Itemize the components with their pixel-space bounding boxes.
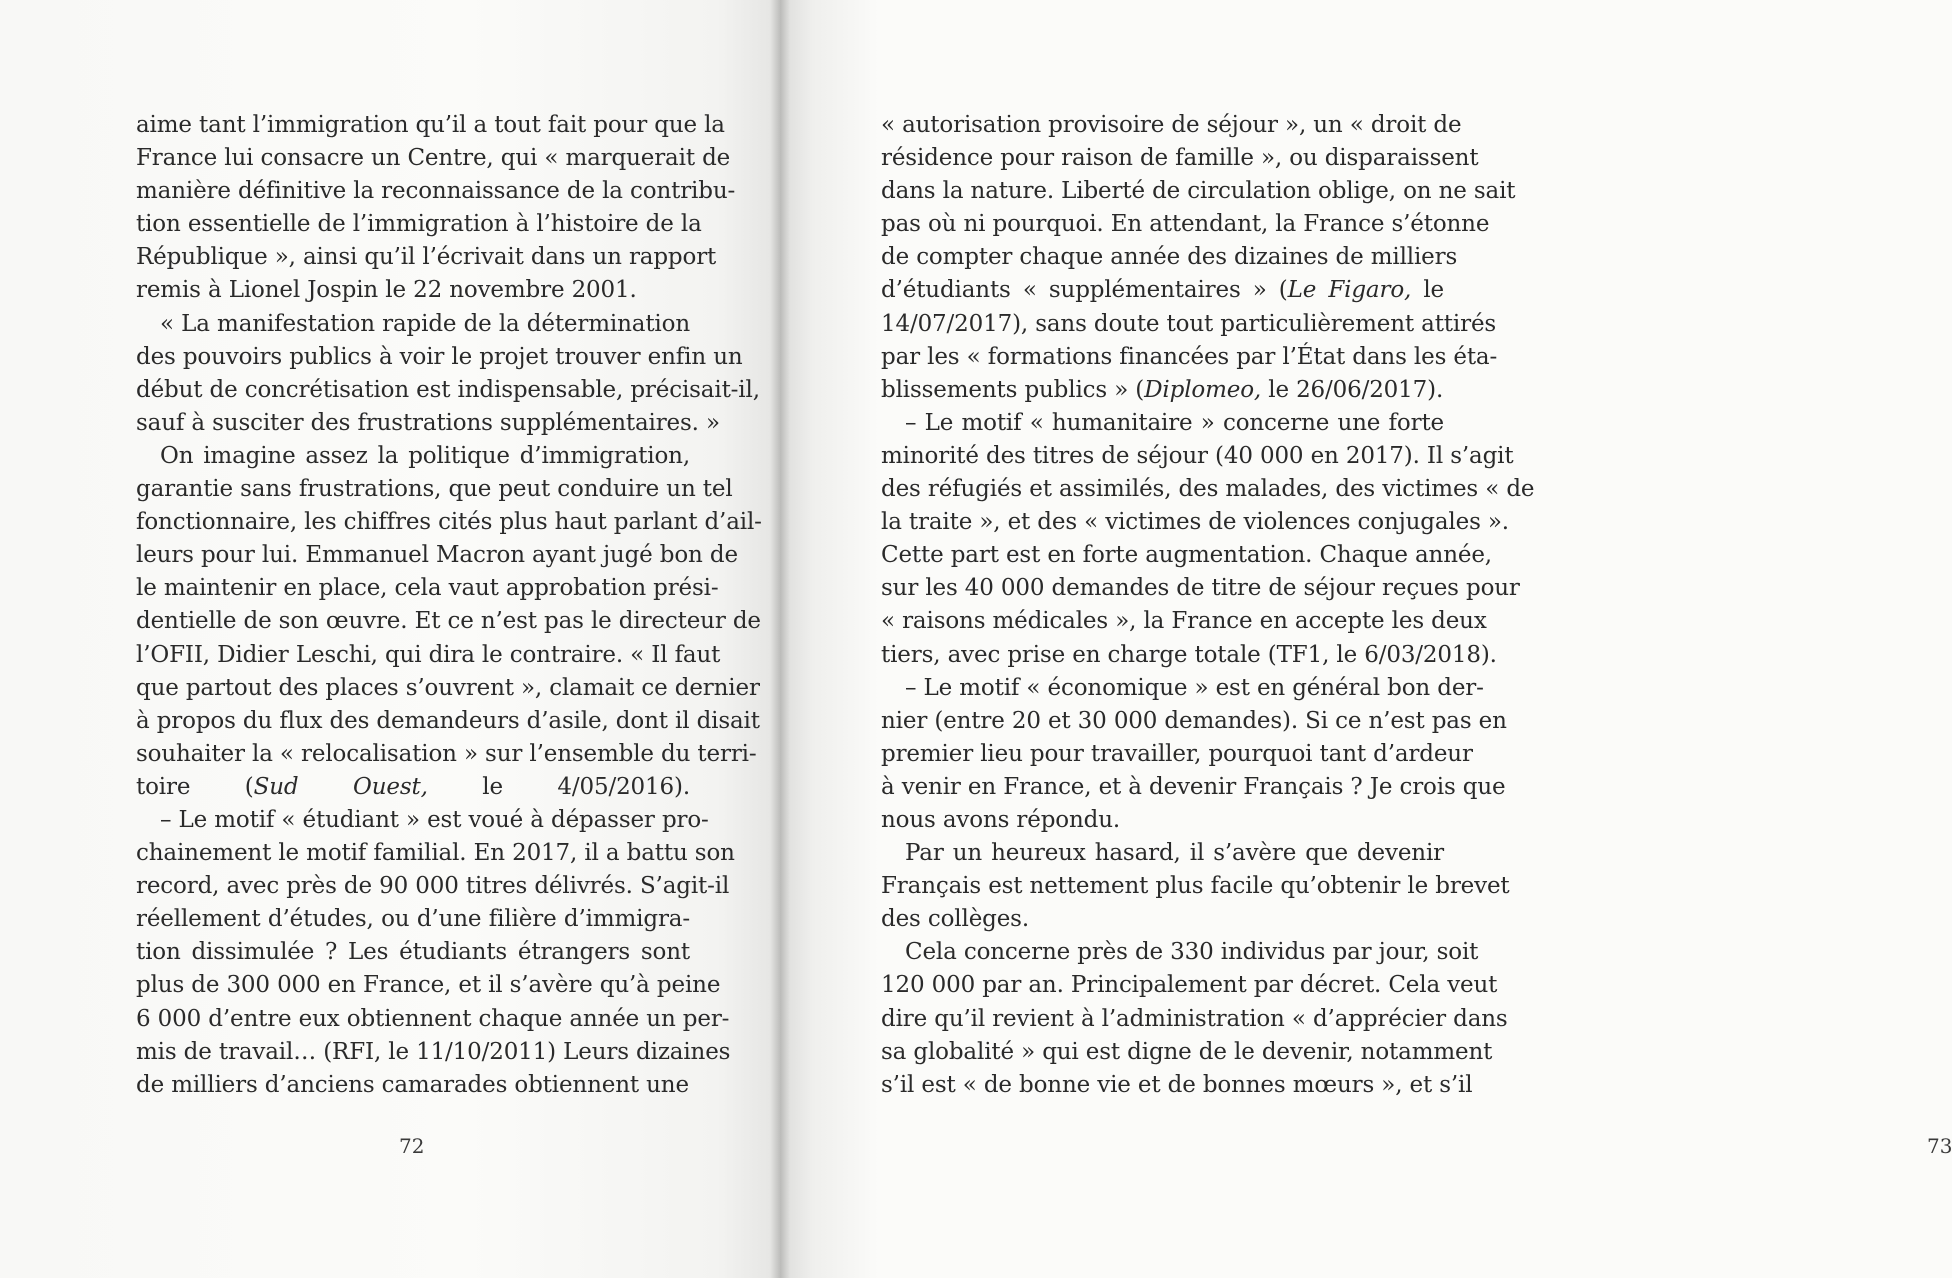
text-segment: nier (entre 20 et 30 000 demandes). Si ce n’est pas en	[881, 707, 1507, 734]
text-line	[881, 639, 1497, 672]
text-segment: début de concrétisation est indispensable, précisait-il,	[136, 376, 760, 403]
text-line	[881, 1003, 1508, 1036]
text-segment: souhaiter la « relocalisation » sur l’ensemble du terri-	[136, 740, 757, 767]
text-line	[881, 969, 1498, 1002]
text-line	[881, 936, 1479, 969]
text-line	[136, 539, 738, 572]
text-segment: leurs pour lui. Emmanuel Macron ayant jugé bon de	[136, 542, 738, 569]
text-segment: tiers, avec prise en charge totale (TF1, le 6/03/2018).	[881, 641, 1497, 668]
text-segment: dentielle de son œuvre. Et ce n’est pas le directeur de	[136, 608, 761, 635]
left-page	[0, 0, 780, 1278]
text-line	[136, 672, 760, 705]
text-line	[136, 473, 733, 506]
text-line	[881, 705, 1507, 738]
text-line	[136, 440, 690, 473]
text-segment: 120 000 par an. Principalement par décret. Cela veut	[881, 972, 1498, 999]
text-line	[136, 274, 690, 307]
text-segment: Cela concerne près de 330 individus par jour, soit	[905, 939, 1479, 966]
text-line	[881, 241, 1458, 274]
text-line	[136, 374, 760, 407]
text-segment: sa globalité » qui est digne de le devenir, notamment	[881, 1038, 1493, 1065]
text-line	[881, 903, 1444, 936]
right-page-text	[881, 109, 1535, 1102]
text-line	[881, 274, 1444, 307]
text-segment: Le Figaro,	[1287, 277, 1412, 304]
text-line	[136, 341, 743, 374]
text-line	[136, 771, 690, 804]
text-segment: 14/07/2017), sans doute tout particulièrement attirés	[881, 310, 1497, 337]
text-segment: mis de travail… (RFI, le 11/10/2011) Leurs dizaines	[136, 1038, 731, 1065]
text-line	[136, 241, 717, 274]
text-line	[881, 473, 1535, 506]
text-line	[136, 936, 690, 969]
text-line	[881, 572, 1520, 605]
text-segment: remis à Lionel Jospin le 22 novembre 2001.	[136, 277, 637, 304]
text-segment: dire qu’il revient à l’administration « d’apprécier dans	[881, 1005, 1508, 1032]
text-line	[881, 1036, 1493, 1069]
text-segment: que partout des places s’ouvrent », clamait ce dernier	[136, 674, 760, 701]
text-segment: Sud Ouest,	[253, 773, 428, 800]
text-segment: sur les 40 000 demandes de titre de séjour reçues pour	[881, 575, 1520, 602]
text-line	[881, 539, 1492, 572]
text-segment: la traite », et des « victimes de violences conjugales ».	[881, 509, 1509, 536]
text-line	[881, 804, 1444, 837]
text-line	[136, 175, 736, 208]
text-line	[136, 639, 721, 672]
text-line	[881, 341, 1498, 374]
text-segment: premier lieu pour travailler, pourquoi tant d’ardeur	[881, 740, 1473, 767]
book-gutter	[770, 0, 790, 1278]
text-segment: toire (	[136, 773, 254, 800]
text-line	[136, 1003, 730, 1036]
text-line	[881, 837, 1444, 870]
text-segment: – Le motif « étudiant » est voué à dépasser pro-	[160, 806, 709, 833]
text-line	[881, 672, 1484, 705]
text-segment: Cette part est en forte augmentation. Chaque année,	[881, 542, 1492, 569]
text-line	[881, 308, 1497, 341]
text-line	[136, 870, 730, 903]
text-line	[136, 969, 721, 1002]
text-line	[136, 208, 702, 241]
text-segment: le 4/05/2016).	[427, 773, 690, 800]
text-line	[136, 903, 690, 936]
text-segment: 6 000 d’entre eux obtiennent chaque année un per-	[136, 1005, 730, 1032]
text-line	[881, 605, 1487, 638]
text-segment: – Le motif « humanitaire » concerne une forte	[905, 409, 1444, 436]
text-segment: République », ainsi qu’il l’écrivait dans un rapport	[136, 244, 717, 271]
text-line	[136, 1069, 690, 1102]
text-line	[881, 1069, 1473, 1102]
text-line	[881, 142, 1479, 175]
text-segment: « autorisation provisoire de séjour », un « droit de	[881, 112, 1462, 138]
left-page-number: 72	[399, 1134, 425, 1158]
text-segment: chainement le motif familial. En 2017, il a battu son	[136, 840, 735, 867]
text-segment: de compter chaque année des dizaines de milliers	[881, 244, 1458, 271]
text-line	[136, 572, 719, 605]
text-line	[881, 771, 1506, 804]
text-segment: Français est nettement plus facile qu’obtenir le brevet	[881, 873, 1510, 900]
text-line	[881, 506, 1509, 539]
text-segment: le	[1411, 277, 1444, 304]
text-segment: garantie sans frustrations, que peut conduire un tel	[136, 476, 733, 503]
text-segment: dans la nature. Liberté de circulation oblige, on ne sait	[881, 178, 1516, 205]
text-line	[136, 506, 762, 539]
text-segment: minorité des titres de séjour (40 000 en 2017). Il s’agit	[881, 442, 1514, 469]
text-line	[881, 440, 1514, 473]
text-segment: par les « formations financées par l’État dans les éta-	[881, 343, 1498, 370]
text-line	[136, 407, 720, 440]
text-line	[881, 374, 1444, 407]
text-segment: s’il est « de bonne vie et de bonnes mœurs », et s’il	[881, 1071, 1473, 1098]
text-segment: des réfugiés et assimilés, des malades, des victimes « de	[881, 476, 1535, 503]
text-line	[136, 142, 731, 175]
text-line	[881, 109, 1462, 142]
text-segment: plus de 300 000 en France, et il s’avère qu’à peine	[136, 972, 721, 999]
text-segment: de milliers d’anciens camarades obtiennent une	[136, 1071, 689, 1098]
text-segment: à propos du flux des demandeurs d’asile, dont il disait	[136, 707, 760, 734]
left-page-text	[136, 109, 762, 1102]
text-segment: Diplomeo,	[1144, 376, 1262, 403]
text-segment: manière définitive la reconnaissance de la contribu-	[136, 178, 736, 205]
text-segment: l’OFII, Didier Leschi, qui dira le contraire. « Il faut	[136, 641, 721, 668]
text-segment: réellement d’études, ou d’une filière d’immigra-	[136, 906, 690, 933]
text-segment: France lui consacre un Centre, qui « marquerait de	[136, 145, 731, 172]
text-segment: tion dissimulée ? Les étudiants étrangers sont	[136, 939, 690, 966]
text-segment: le maintenir en place, cela vaut approbation prési-	[136, 575, 719, 602]
text-line	[136, 1036, 731, 1069]
text-line	[136, 109, 725, 142]
text-segment: sauf à susciter des frustrations supplémentaires. »	[136, 409, 720, 436]
text-line	[881, 175, 1516, 208]
text-segment: résidence pour raison de famille », ou disparaissent	[881, 145, 1479, 172]
text-segment: tion essentielle de l’immigration à l’histoire de la	[136, 211, 702, 238]
text-segment: blissements publics » (	[881, 376, 1145, 403]
text-segment: le 26/06/2017).	[1261, 376, 1444, 403]
text-segment: nous avons répondu.	[881, 806, 1121, 833]
text-segment: d’étudiants « supplémentaires » (	[881, 277, 1288, 304]
text-segment: aime tant l’immigration qu’il a tout fait pour que la	[136, 112, 725, 138]
text-line	[136, 705, 760, 738]
text-line	[136, 804, 709, 837]
text-segment: Par un heureux hasard, il s’avère que devenir	[905, 840, 1444, 867]
text-segment: « raisons médicales », la France en accepte les deux	[881, 608, 1487, 635]
text-segment: des collèges.	[881, 906, 1029, 933]
right-page-number: 73	[1927, 1134, 1952, 1158]
text-segment: à venir en France, et à devenir Français ? Je crois que	[881, 773, 1506, 800]
text-segment: des pouvoirs publics à voir le projet trouver enfin un	[136, 343, 743, 370]
text-line	[136, 605, 761, 638]
text-segment: record, avec près de 90 000 titres délivrés. S’agit-il	[136, 873, 730, 900]
text-segment: « La manifestation rapide de la détermination	[160, 310, 690, 337]
text-line	[136, 738, 757, 771]
text-line	[881, 208, 1490, 241]
text-line	[136, 308, 690, 341]
text-line	[881, 407, 1444, 440]
text-segment: – Le motif « économique » est en général bon der-	[905, 674, 1484, 701]
text-segment: pas où ni pourquoi. En attendant, la France s’étonne	[881, 211, 1490, 238]
text-line	[881, 870, 1510, 903]
text-line	[136, 837, 735, 870]
text-line	[881, 738, 1473, 771]
text-segment: fonctionnaire, les chiffres cités plus haut parlant d’ail-	[136, 509, 762, 536]
text-segment: On imagine assez la politique d’immigration,	[160, 442, 690, 469]
